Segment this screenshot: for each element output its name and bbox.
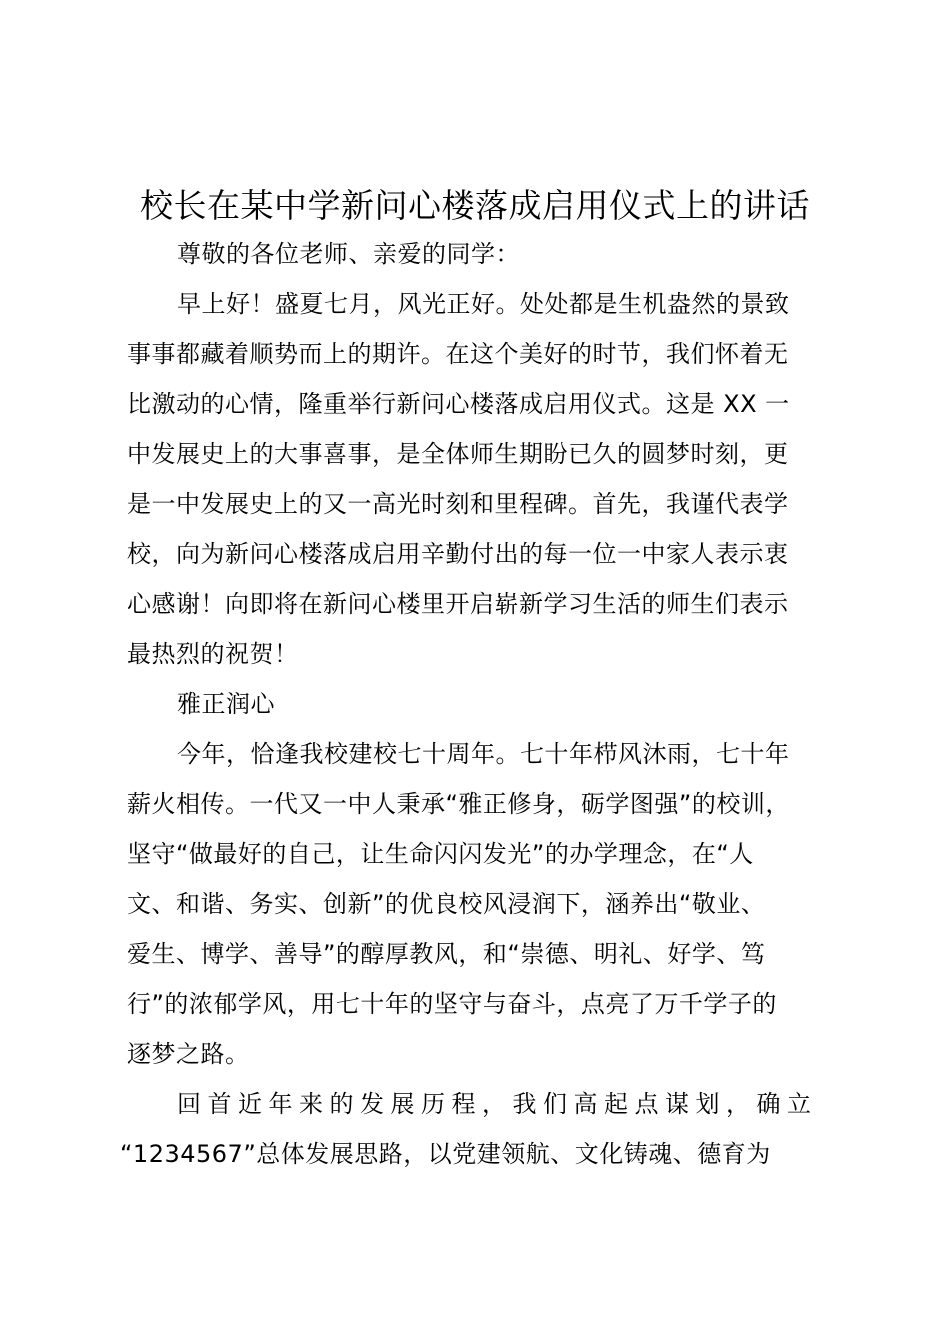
- paragraph-line: 早上好！盛夏七月，风光正好。处处都是生机盎然的景致: [177, 290, 790, 318]
- paragraph-line: 中发展史上的大事喜事，是全体师生期盼已久的圆梦时刻，更: [127, 440, 789, 468]
- paragraph-line: 逐梦之路。: [127, 1040, 250, 1068]
- paragraph-line: “1234567”总体发展思路，以党建领航、文化铸魂、德育为: [120, 1140, 771, 1168]
- paragraph-line: 心感谢！向即将在新问心楼里开启崭新学习生活的师生们表示: [127, 590, 789, 618]
- paragraph-line: 文、和谐、务实、创新”的优良校风浸润下，涵养出“敬业、: [127, 890, 766, 918]
- paragraph-line: 最热烈的祝贺！: [127, 640, 299, 668]
- paragraph-line: 是一中发展史上的又一高光时刻和里程碑。首先，我谨代表学: [127, 490, 789, 518]
- paragraph-line: 比激动的心情，隆重举行新问心楼落成启用仪式。这是 XX 一: [127, 390, 790, 418]
- paragraph-line: 今年，恰逢我校建校七十周年。七十年栉风沐雨，七十年: [177, 740, 790, 768]
- paragraph-line: 行”的浓郁学风，用七十年的坚守与奋斗，点亮了万千学子的: [127, 990, 777, 1018]
- section-heading: 雅正润心: [177, 690, 275, 718]
- paragraph-line: 事事都藏着顺势而上的期许。在这个美好的时节，我们怀着无: [127, 340, 789, 368]
- paragraph-line: 薪火相传。一代又一中人秉承“雅正修身，砺学图强”的校训，: [127, 790, 790, 818]
- paragraph-line: 坚守“做最好的自己，让生命闪闪发光”的办学理念，在“人: [127, 840, 754, 868]
- paragraph-line: 回首近年来的发展历程，我们高起点谋划，确立: [177, 1090, 818, 1118]
- document-title: 校长在某中学新问心楼落成启用仪式上的讲话: [140, 186, 810, 225]
- paragraph-line: 校，向为新问心楼落成启用辛勤付出的每一位一中家人表示衷: [127, 540, 789, 568]
- paragraph-line: 爱生、博学、善导”的醇厚教风，和“崇德、明礼、好学、笃: [127, 940, 766, 968]
- greeting-line: 尊敬的各位老师、亲爱的同学：: [177, 240, 520, 268]
